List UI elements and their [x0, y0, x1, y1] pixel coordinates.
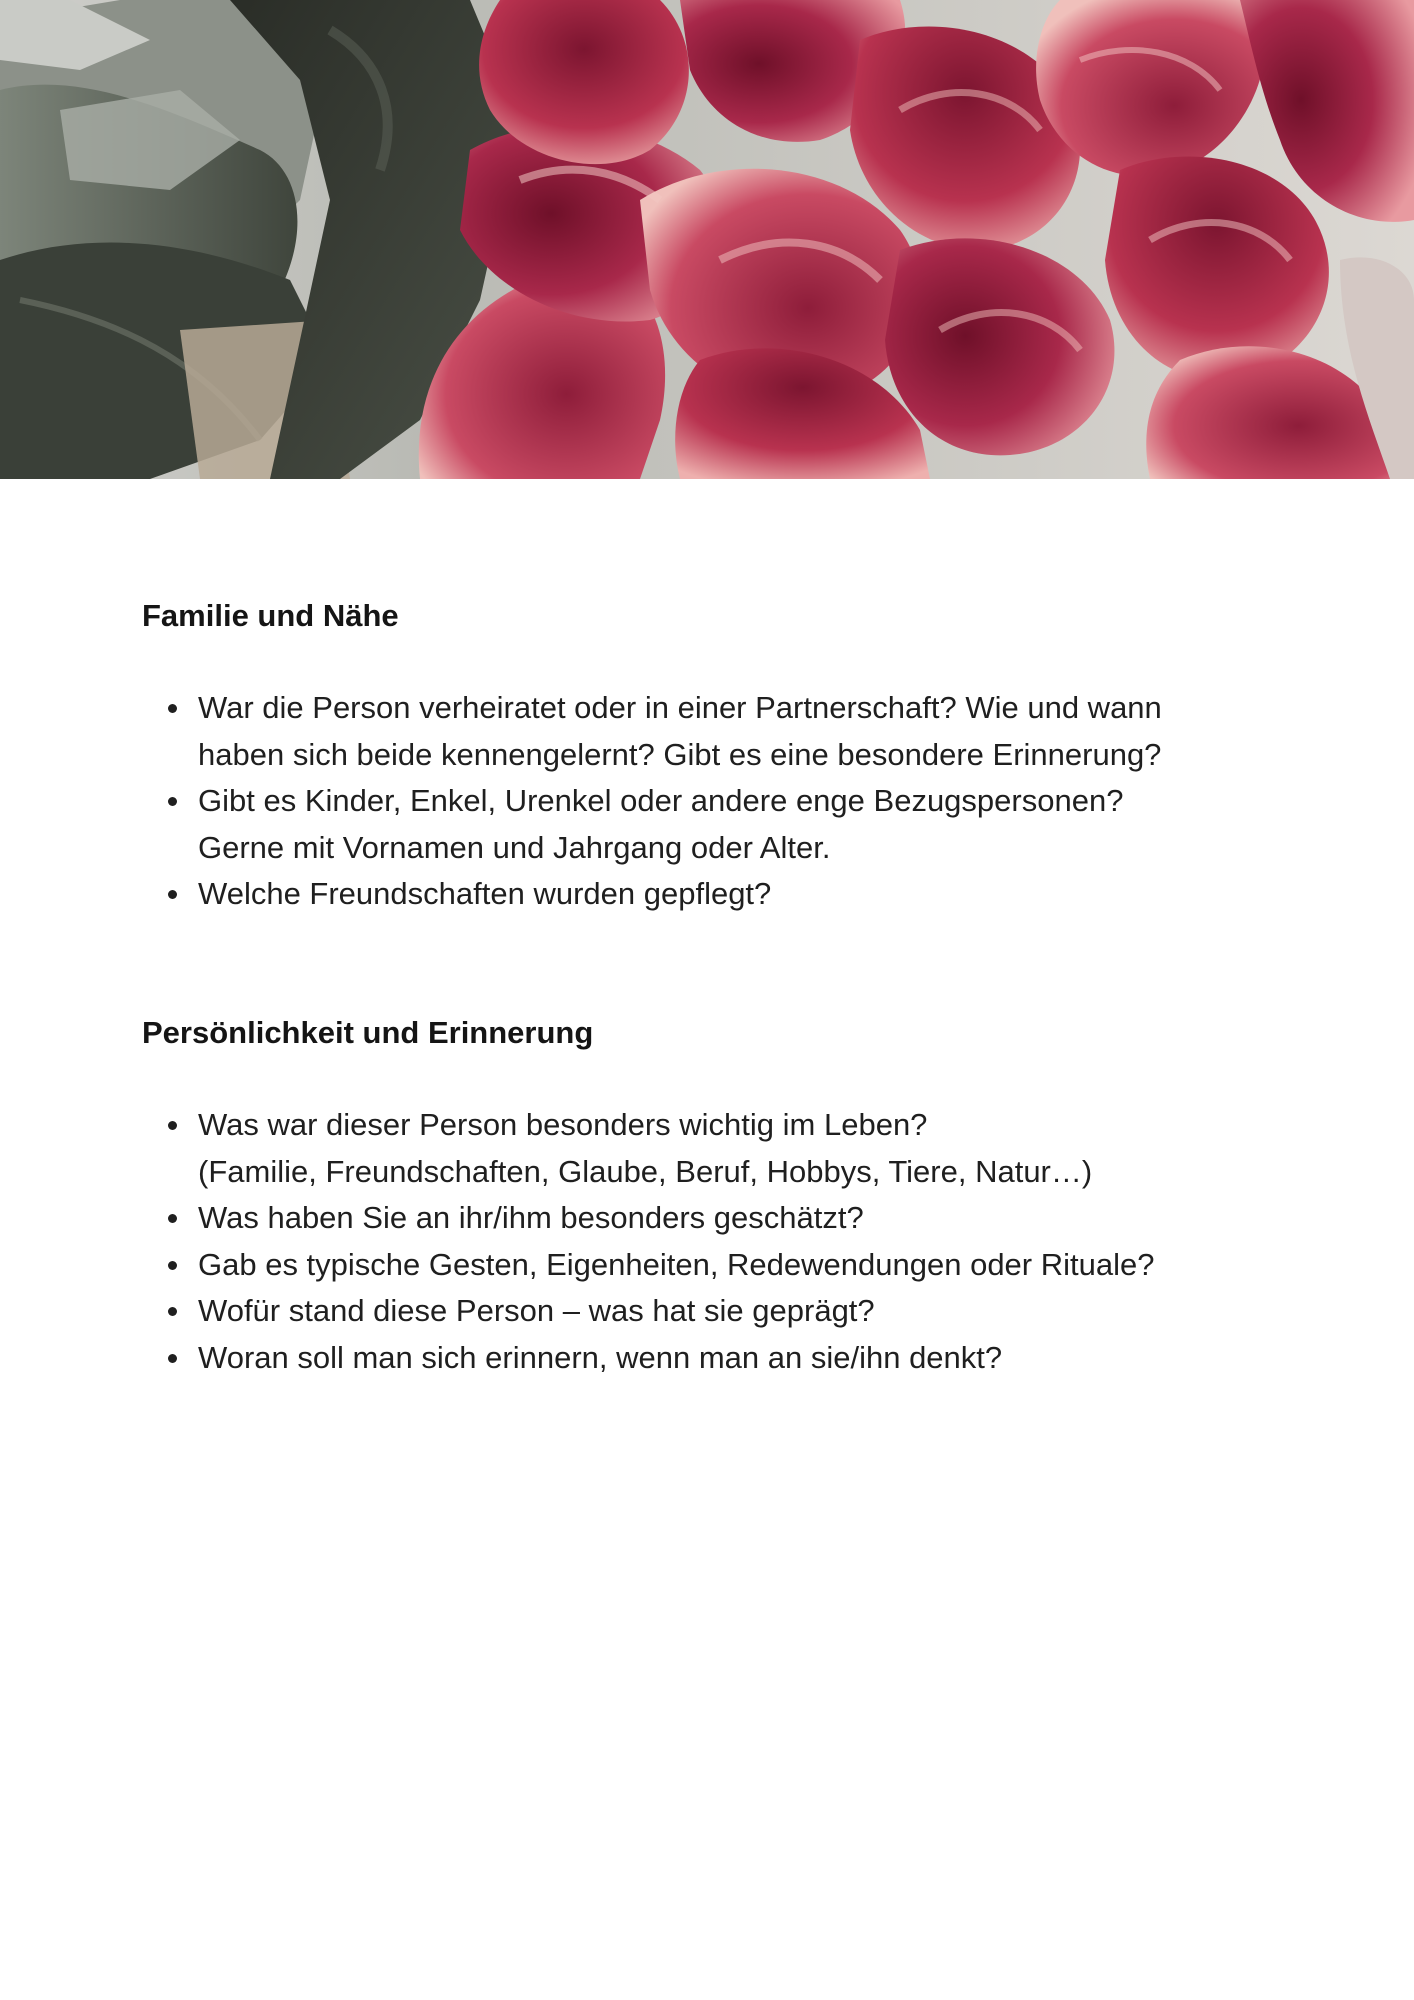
cyclamen-flowers-photo-icon — [0, 0, 1414, 479]
list-item: Gibt es Kinder, Enkel, Urenkel oder andere enge Bezugspersonen? Gerne mit Vornamen und Jahrgang oder Alter. — [142, 778, 1292, 871]
list-item: Wofür stand diese Person – was hat sie geprägt? — [142, 1288, 1292, 1335]
list-item: War die Person verheiratet oder in einer Partnerschaft? Wie und wann haben sich beide kennengelernt? Gibt es eine besondere Erinnerung? — [142, 685, 1292, 778]
section-title-familie: Familie und Nähe — [142, 598, 399, 633]
hero-image — [0, 0, 1414, 479]
bullet-list-persoenlichkeit — [142, 1102, 1292, 1381]
section-title-persoenlichkeit: Persönlichkeit und Erinnerung — [142, 1015, 594, 1050]
list-item: Was war dieser Person besonders wichtig im Leben? (Familie, Freundschaften, Glaube, Beruf, Hobbys, Tiere, Natur…) — [142, 1102, 1292, 1195]
list-item: Gab es typische Gesten, Eigenheiten, Redewendungen oder Rituale? — [142, 1242, 1292, 1289]
list-item: Woran soll man sich erinnern, wenn man an sie/ihn denkt? — [142, 1335, 1292, 1382]
list-item: Welche Freundschaften wurden gepflegt? — [142, 871, 1292, 918]
bullet-list-familie — [142, 685, 1292, 918]
list-item: Was haben Sie an ihr/ihm besonders geschätzt? — [142, 1195, 1292, 1242]
